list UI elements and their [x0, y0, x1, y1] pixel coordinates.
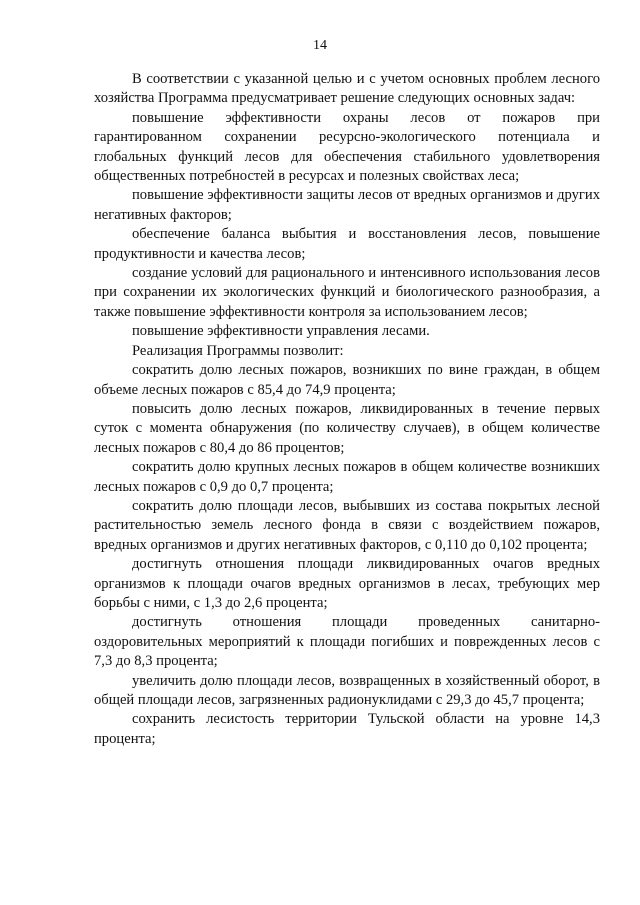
- result-first-day-fires: повысить долю лесных пожаров, ликвидированных в течение первых суток с момента обнаружения (по количеству случаев), в общем количестве лесных пожаров с 80,4 до 86 процентов;: [94, 400, 600, 456]
- task-pest-protection: повышение эффективности защиты лесов от вредных организмов и других негативных факторов;: [94, 187, 600, 223]
- task-fire-protection: повышение эффективности охраны лесов от пожаров при гарантированном сохранении ресурсно-экологического потенциала и глобальных функций лесов для обеспечения стабильного удовлетворения общественных потребностей в ресурсах и полезных свойствах леса;: [94, 109, 600, 185]
- result-radionuclide: увеличить долю площади лесов, возвращенных в хозяйственный оборот, в общей площади лесов, загрязненных радионуклидами с 29,3 до 45,7 процента;: [94, 672, 600, 708]
- task-rational-use: создание условий для рационального и интенсивного использования лесов при сохранении их экологических функций и биологического разнообразия, а также повышение эффективности контроля за использованием лесов;: [94, 265, 600, 320]
- results-heading: Реализация Программы позволит:: [132, 342, 344, 359]
- intro-paragraph: В соответствии с указанной целью и с учетом основных проблем лесного хозяйства Программа предусматривает решение следующих основных задач:: [94, 71, 600, 107]
- task-management: повышение эффективности управления лесами.: [132, 323, 430, 340]
- result-citizen-fires: сократить долю лесных пожаров, возникших по вине граждан, в общем объеме лесных пожаров с 85,4 до 74,9 процента;: [94, 362, 600, 398]
- task-forest-balance: обеспечение баланса выбытия и восстановления лесов, повышение продуктивности и качества лесов;: [94, 226, 600, 262]
- document-body: [94, 70, 600, 749]
- result-sanitary: достигнуть отношения площади проведенных санитарно-оздоровительных мероприятий к площади погибших и поврежденных лесов с 7,3 до 8,3 процента;: [94, 614, 600, 670]
- result-forest-cover: сохранить лесистость территории Тульской области на уровне 14,3 процента;: [94, 711, 600, 747]
- page-number: 14: [313, 38, 327, 53]
- result-pest-foci: достигнуть отношения площади ликвидированных очагов вредных организмов к площади очагов вредных организмов в лесах, требующих мер борьбы с ними, с 1,3 до 2,6 процента;: [94, 556, 600, 611]
- result-large-fires: сократить долю крупных лесных пожаров в общем количестве возникших лесных пожаров с 0,9 до 0,7 процента;: [94, 459, 600, 495]
- result-forest-loss: сократить долю площади лесов, выбывших из состава покрытых лесной растительностью земель лесного фонда в связи с воздействием пожаров, вредных организмов и других негативных факторов, с 0,110 до 0,102 процента;: [94, 497, 600, 553]
